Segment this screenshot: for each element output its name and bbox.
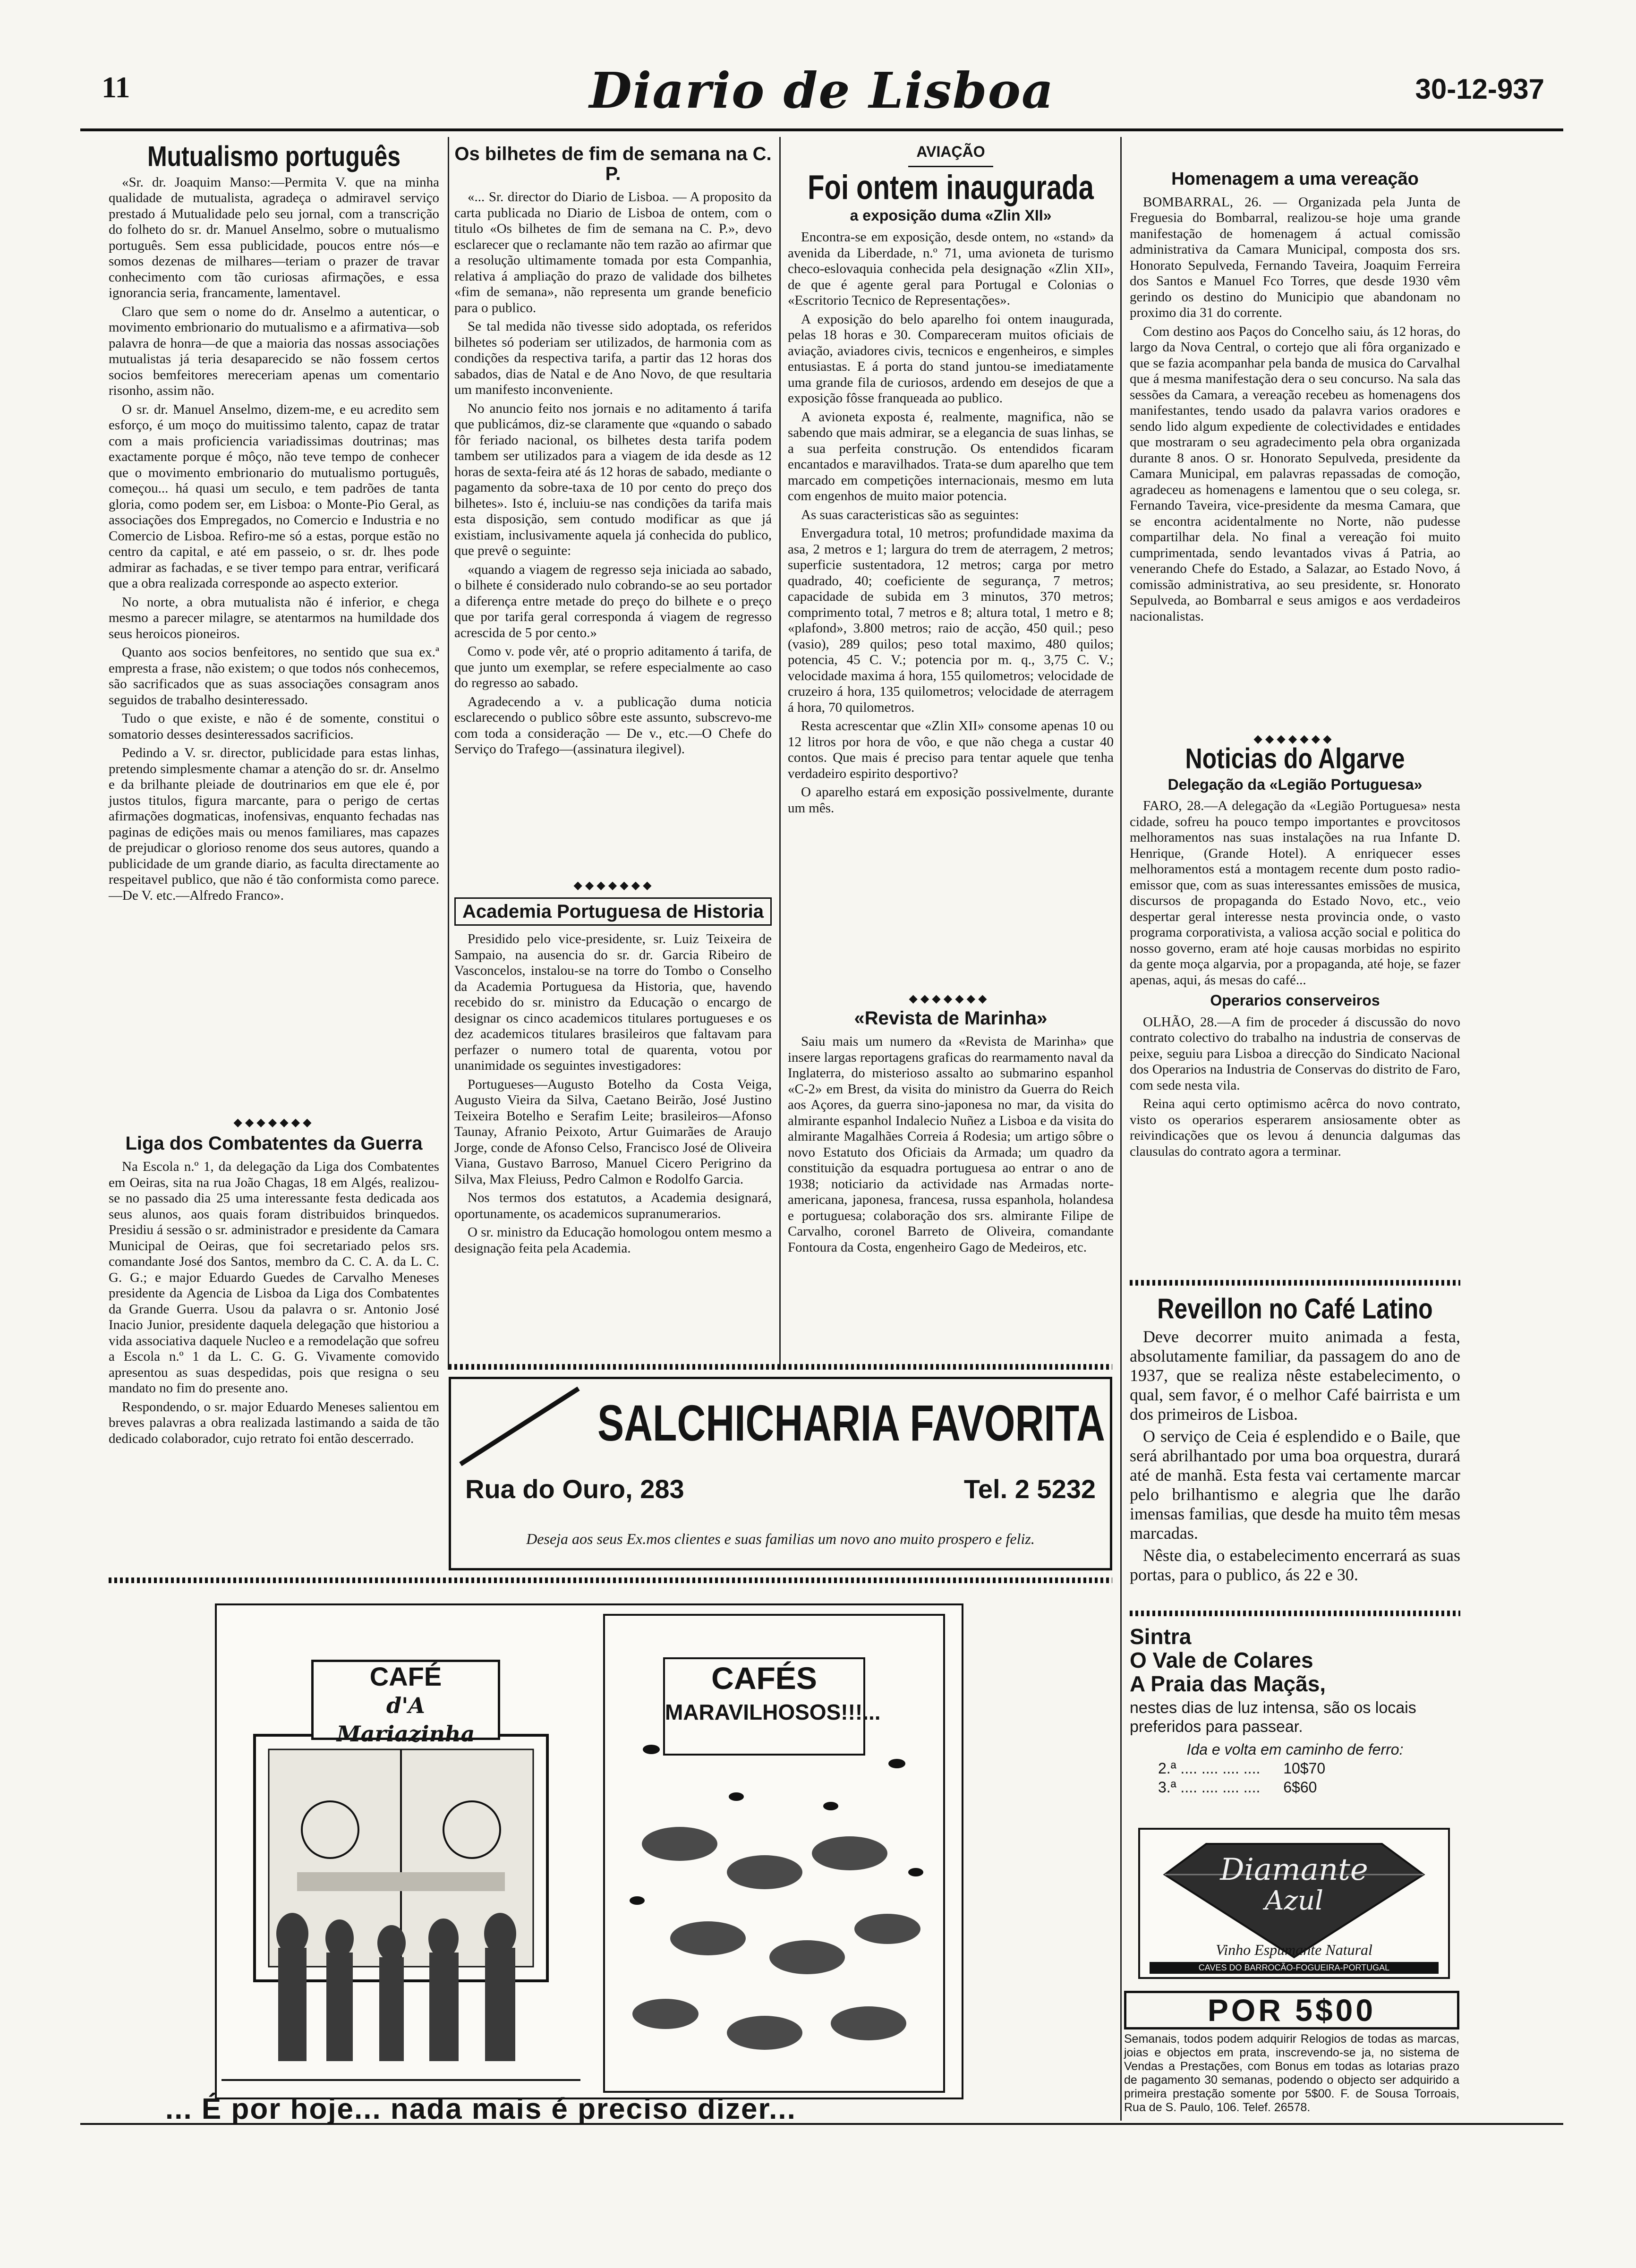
paragraph: Na Escola n.º 1, da delegação da Liga dos Combatentes em Oeiras, sita na rua João Chagas, 18 em Algés, realizou-se no passado dia 25 uma interessante festa dedicada aos seus alunos, aos quais foram distribuidos brinquedos. Presidiu á sessão o sr. administrador e presidente da Camara Municipal de Oeiras, que foi secretariado pelos srs. comandante José dos Santos, membro da C. C. A. da L. C. G. G.; e major Eduardo Guedes de Carvalho Meneses presidente da Agencia de Lisboa da Liga dos Combatentes da Grande Guerra. Usou da palavra o sr. Antonio José Inacio Junior, presidente daquela delegação que historiou a vida associativa daquele Nucleo e a remodelação que sofreu a Escola n.º 1 da L. C. G. G. Vivamente comovido apresentou as suas despedidas, pois que resigna o seu mandato no fim do presente ano.: [109, 1159, 439, 1396]
paragraph: Se tal medida não tivesse sido adoptada, os referidos bilhetes só poderiam ser utilizados, de harmonia com as condições da respectiva tarifa, a partir das 12 horas dos sabados, dias de Natal e de Ano Novo, de que resultaria um manifesto inconveniente.: [454, 319, 772, 397]
paragraph: As suas caracteristicas são as seguintes:: [801, 507, 1019, 522]
ad-diamante-azul: [1138, 1828, 1450, 1979]
paragraph: Portugueses—Augusto Botelho da Costa Veiga, Augusto Vieira da Silva, Caetano Beirão, José Justino Teixeira Botelho e Serafim Leite; brasileiros—Afonso Taunay, Afranio Peixoto, Artur Guimarães de Araujo Jorge, conde de Afonso Celso, Francisco José de Oliveira Viana, Gustavo Barroso, Manuel Cicero Perigrino da Silva, Max Fleiuss, Pedro Calmon e Rodolfo Garcia.: [454, 1076, 772, 1187]
headline: Reveillon no Café Latino: [1157, 1293, 1433, 1325]
divider-stripe: [1130, 1611, 1460, 1616]
paragraph: Com destino aos Paços do Concelho saiu, ás 12 horas, do largo da Nova Central, o cortejo que ali fôra organizado e que se fazia acompanhar pela banda de musica do Carvalhal que á mesma manifestação dera o seu concurso. Na sala das sessões da Camara, a vereação recebeu as homenagens dos manifestantes, tendo usado da palavra varios oradores e sendo lido algum expediente de colectividades e entidades que mostraram o seu agradecimento pela obra organizada durante 8 anos. O sr. Honorato Sepulveda, presidente da Camara Municipal, em palavras repassadas de comoção, agradeceu as homenagens e lamentou que o seu colega, sr. Fernando Taveira, vice-presidente da mesma Camara, que se encontra acidentalmente no Norte, não pudesse compartilhar dela. No final a vereação foi muito cumprimentada, sendo levantados vivas á Patria, ao venerando Chefe do Estado, a Salazar, ao Estado Novo, á comissão administrativa, ao seu presidente, sr. Honorato Sepulveda, ao Bombarral e seus amigos e aos verdadeiros nacionalistas.: [1130, 324, 1460, 624]
headline: Foi ontem inaugurada: [808, 168, 1094, 207]
paragraph: Saiu mais um numero da «Revista de Marinha» que insere largas reportagens graficas do rearmamento naval da Inglaterra, do misterioso assalto ao submarino espanhol «C-2» em Brest, da visita do ministro da Guerra do Reich aos Açores, da guerra sino-japonesa no mar, da visita do almirante espanhol Indalecio Nuñez a Lisboa e da visita do almirante Magalhães Correia á Rodesia; um artigo sôbre o novo Estatuto dos Oficiais da Armada; um quadro da constituição da esquadra portuguesa ao entrar o ano de 1938; noticiario da actividade nas Armadas norte-americana, japonesa, francesa, russa espanhola, holandesa e portuguesa; colaboração dos srs. almirante Filipe de Carvalho, coronel Barreto de Oliveira, comandante Fontoura da Costa, engenheiro Gago de Medeiros, etc.: [788, 1034, 1114, 1255]
ad-body: Semanais, todos podem adquirir Relogios de todas as marcas, joias e objectos em prata, inscrevendo-se ja, no sistema de Vendas a Prestações, com Bonus em todas as lotarias prazo de pagamento 30 semanas, podendo o objecto ser adquirido a primeira prestação somente por 5$00. F. de Sousa Torroais, Rua de S. Paulo, 106. Telef. 26578.: [1124, 2032, 1459, 2114]
sign-line: CAFÉS: [711, 1661, 817, 1696]
ornament-divider: ◆◆◆◆◆◆◆: [909, 993, 990, 1005]
ornament-divider: ◆◆◆◆◆◆◆: [573, 879, 655, 892]
page-bottom-rule: [80, 2123, 1563, 2125]
subheadline: a exposição duma «Zlin XII»: [850, 207, 1052, 224]
shop-phone: Tel. 2 5232: [963, 1474, 1096, 1504]
fare-price: 6$60: [1283, 1779, 1317, 1796]
issue-date: 30-12-937: [1415, 73, 1544, 105]
brand-line: Azul: [1265, 1885, 1323, 1916]
page-number: 11: [102, 70, 130, 104]
masthead: [80, 61, 1563, 128]
ad-cafes-illustration: [215, 1603, 963, 2099]
section-label: AVIAÇÃO: [916, 143, 985, 160]
headline: «Revista de Marinha»: [854, 1008, 1048, 1029]
column-divider: [448, 137, 449, 1370]
divider-stripe: [109, 1577, 1112, 1583]
paragraph: «Sr. dr. Joaquim Manso:—Permita V. que na minha qualidade de mutualista, agradeça o admiravel serviço prestado á Mutualidade pelo seu jornal, com a transcrição do folheto do sr. dr. Manuel Anselmo, sobre o mutualismo português. Sem essa publicidade, poucos entre nós—e somos dezenas de milhares—teriam o prazer de travar conhecimento com tão curiosas afirmações, e essa ignorancia seria, francamente, lamentavel.: [109, 174, 439, 300]
paragraph: «... Sr. director do Diario de Lisboa. — A proposito da carta publicada no Diario de Lisboa de ontem, com o titulo «Os bilhetes de fim de semana na C. P.», devo esclarecer que o reclamante não tem razão ao afirmar que a resolução ultimamente tomada por esta Companhia, relativa á ampliação do prazo de validade dos bilhetes «fim de semana», não representa um grande beneficio para o publico.: [454, 189, 772, 315]
paragraph: Tudo o que existe, e não é de somente, constitui o somatorio desses desinteressados sacrificios.: [109, 711, 439, 742]
article-bilhetes: [454, 144, 772, 871]
ad-body: nestes dias de luz intensa, são os locais preferidos para passear.: [1130, 1699, 1416, 1736]
cafe-sign: [663, 1657, 881, 1756]
column-divider: [1120, 137, 1122, 2121]
divider-stripe: [1130, 1280, 1460, 1286]
ad-route: Ida e volta em caminho de ferro:: [1186, 1741, 1404, 1758]
paragraph: Respondendo, o sr. major Eduardo Meneses salientou em breves palavras a obra realizada lastimando a saida de tão dedicado colaborador, cujo retrato foi então descerrado.: [109, 1399, 439, 1446]
paragraph: No norte, a obra mutualista não é inferior, e chega mesmo a parecer milagre, se atentarmos na humildade dos seus heroicos pioneiros.: [109, 594, 439, 641]
cafe-sign: [311, 1660, 500, 1747]
newspaper-title: Diario de Lisboa: [589, 61, 1055, 119]
headline: Mutualismo português: [147, 140, 401, 172]
divider-stripe: [449, 1364, 1112, 1370]
ad-relogios: [1124, 1991, 1459, 2114]
paragraph: FARO, 28.—A delegação da «Legião Portuguesa» nesta cidade, sofreu ha pouco tempo importantes e provcitosos melhoramentos nas suas instalações na rua Infante D. Henrique, (Grande Hotel). A enriquecer esses melhoramentos está a montagem recente dum posto radio-emissor que, com as suas interessantes emissões de musica, discursos de propaganda do Estado Novo, etc., veio despertar geral interesse nesta provincia onde, o vasto programa corporativista, a valiosa acção social e politica do nosso governo, eram até hoje causas morbidas no espirito da gente moça algarvia, por a propaganda, até hoje, se fazer apenas, aqui, ás mesas do café...: [1130, 798, 1460, 988]
product-line: Vinho Espumante Natural: [1216, 1941, 1372, 1958]
paragraph: O sr. ministro da Educação homologou ontem mesmo a designação feita pela Academia.: [454, 1225, 772, 1256]
article-homenagem: [1130, 170, 1460, 713]
paragraph: O aparelho estará em exposição possivelmente, durante um mês.: [788, 784, 1114, 816]
paragraph: «quando a viagem de regresso seja iniciada ao sabado, o bilhete é considerado nulo cobrando-se ao seu portador a diferença entre metade do preço do bilhete e o preço que por tarifa geral corresponda á viagem de regresso acrescida de 5 por cento.»: [454, 562, 772, 640]
article-aviacao: [788, 144, 1114, 980]
ad-tagline: ... É por hoje... nada mais é preciso dizer...: [165, 2093, 796, 2125]
paragraph: Agradecendo a v. a publicação duma noticia esclarecendo o publico sôbre este assunto, subscrevo-me com toda a consideração — De v., etc.—O Chefe do Serviço do Trafego—(assinatura ilegivel).: [454, 694, 772, 757]
maker-line: CAVES DO BARROCÃO-FOGUEIRA-PORTUGAL: [1150, 1962, 1439, 1974]
paragraph: Como v. pode vêr, até o proprio aditamento á tarifa, de que junto um exemplar, se refere especialmente ao caso do regresso ao sabado.: [454, 644, 772, 691]
subheadline: Operarios conserveiros: [1210, 992, 1380, 1009]
headline: Academia Portuguesa de Historia: [454, 897, 772, 926]
paragraph: Encontra-se em exposição, desde ontem, no «stand» da avenida da Liberdade, n.º 71, uma avioneta de turismo checo-eslovaquia conhecida pela designação «Zlin XII», de que é agente geral para Portugal e Colonias o «Escritorio Tecnico de Representações».: [788, 230, 1114, 308]
paragraph: Nêste dia, o estabelecimento encerrará as suas portas, para o publico, ás 22 e 30.: [1130, 1545, 1460, 1584]
headline: Liga dos Combatentes da Guerra: [125, 1133, 423, 1154]
fare-price: 10$70: [1283, 1760, 1326, 1777]
paragraph: Presidido pelo vice-presidente, sr. Luiz Teixeira de Sampaio, na ausencia do sr. dr. Garcia Ribeiro de Vasconcelos, instalou-se na torre do Tombo o Conselho da Academia Portuguesa da Historia, que, havendo recebido do sr. ministro da Educação o encargo de designar os cinco academicos titulares portugueses e os dez academicos titulares brasileiros que faltavam para perfazer o numero total de quarenta, votou por unanimidade os seguintes investigadores:: [454, 931, 772, 1073]
paragraph: No anuncio feito nos jornais e no aditamento á tarifa que publicámos, diz-se claramente que «quando o sabado fôr feriado nacional, os bilhetes desta tarifa podem tambem ser utilizados para a viagem de ida desde as 12 horas de sexta-feira até ás 12 horas de sabado, mediante o pagamento da sobre-taxa de 10 por cento do preço dos bilhetes». Isto é, incluiu-se nas condições da tarifa mais esta disposição, sem contudo modificar as que já existiam, inclusivamente aquela já conhecida do publico, que prevê o seguinte:: [454, 401, 772, 558]
ad-sintra: [1130, 1625, 1460, 1818]
headline: Homenagem a uma vereação: [1171, 169, 1419, 189]
paragraph: Resta acrescentar que «Zlin XII» consome apenas 10 ou 12 litros por hora de vôo, e que não chega a custar 40 contos. Que mais é preciso para tentar aquele que tenha verdadeiro espirito desportivo?: [788, 718, 1114, 781]
paragraph: Deve decorrer muito animada a festa, absolutamente familiar, da passagem do ano de 1937, que se realiza nêste estabelecimento, o qual, sem favor, é o melhor Café bairrista e um dos primeiros de Lisboa.: [1130, 1327, 1460, 1424]
masthead-rule: [80, 128, 1563, 131]
ad-salchicharia: [449, 1377, 1112, 1570]
article-marinha: [788, 1008, 1114, 1353]
paragraph: Nos termos dos estatutos, a Academia designará, oportunamente, os academicos supranumerarios.: [454, 1190, 772, 1221]
shop-address: Rua do Ouro, 283: [465, 1474, 684, 1504]
fare-row: [1158, 1778, 1460, 1797]
paragraph: O sr. dr. Manuel Anselmo, dizem-me, e eu acredito sem esforço, é um moço do muitissimo talento, capaz de tratar com a mais proficiencia variadissimas doutrinas; mas exactamente porque é môço, não teve tempo de conhecer que o movimento embrionario do mutualismo português, começou... há quasi um seculo, e tem padrões de tanta gloria, como podem ser, em Lisboa: o Monte-Pio Geral, as associações dos Empregados, no Comercio e Industria e no Comercio de Lisboa. Refiro-me só a estas, porque estão no centro da capital, e até em passeio, o sr. dr. lhes pode admirar as fachadas, e se tiver tempo para entrar, verificará que a obra realizada corresponde ao aspecto exterior.: [109, 401, 439, 591]
brand-line: Diamante: [1220, 1852, 1368, 1887]
diagonal-rule-icon: [451, 1379, 593, 1469]
ad-line: O Vale de Colares: [1130, 1648, 1313, 1672]
column-divider: [779, 137, 781, 1370]
paragraph: A exposição do belo aparelho foi ontem inaugurada, pelas 18 horas e 30. Compareceram muitos oficiais de aviação, aviadores civis, tecnicos e engenheiros, e simples entusiastas. E á porta do stand juntou-se imediatamente uma grande fila de curiosos, ardendo em desejos de que a exposição fôsse franqueada ao publico.: [788, 311, 1114, 406]
article-mutualismo: [109, 140, 439, 1103]
headline: Os bilhetes de fim de semana na C. P.: [454, 144, 772, 184]
paragraph: Envergadura total, 10 metros; profundidade maxima da asa, 2 metros e 1; largura do trem de aterragem, 2 metros; superficie sustentadora, 12 metros; carga por metro quadrado, 40; coeficiente de segurança, 7 metros; capacidade de subida em 3 minutos, 370 metros; comprimento total, 7 metros e 8; altura total, 1 metro e 8; «plafond», 3.800 metros; raio de acção, 450 quil.; peso (vasio), 289 quilos; peso total maximo, 480 quilos; potencia, 45 C. V.; potencia por m. q., 3,75 C. V.; velocidade maxima á hora, 155 quilometros; velocidade de cruzeiro á hora, 135 quilometros; velocidade de aterragem á hora, 70 quilometros.: [788, 526, 1114, 715]
paragraph: Pedindo a V. sr. director, publicidade para estas linhas, pretendo simplesmente chamar a atenção do sr. dr. Anselmo e da brilhante pleiade de doutrinarios em que ele é, por justos titulos, figura marcante, para o perigo de certas afirmações dogmaticas, inofensivas, enquanto fechadas nas paginas de edições mais ou menos familiares, mas capazes de prejudicar o glorioso renome dos seus autores, quando a publicidade de um grande diario, as faculta directamente ao respeitavel publico, que não é tão conformista como parece.—De V. etc.—Alfredo Franco».: [109, 745, 439, 903]
section-rule: [908, 166, 993, 167]
ornament-divider: ◆◆◆◆◆◆◆: [1253, 733, 1335, 745]
paragraph: OLHÃO, 28.—A fim de proceder á discussão do novo contrato colectivo do trabalho na industria de conservas de peixe, seguiu para Lisboa a direcção do Sindicato Nacional dos Operarios na Industria de Conservas do distrito de Faro, com sede nesta vila.: [1130, 1014, 1460, 1093]
ornament-divider: ◆◆◆◆◆◆◆: [233, 1117, 315, 1129]
article-algarve: [1130, 742, 1460, 1280]
fare-class: 2.ª .... .... .... ....: [1158, 1760, 1261, 1777]
paragraph: O serviço de Ceia é esplendido e o Baile, que será abrilhantado por uma boa orquestra, durará até de manhã. Esta festa vai certamente marcar pelo brilhantismo e alegria que lhe darão imensas familias, que desde ha muito têm mesas marcadas.: [1130, 1426, 1460, 1543]
article-liga: [109, 1133, 439, 1446]
fare-row: [1158, 1759, 1460, 1778]
ad-line: A Praia das Maçãs,: [1130, 1671, 1326, 1696]
subheadline: Delegação da «Legião Portuguesa»: [1167, 776, 1423, 793]
sign-line: MARAVILHOSOS!!!...: [665, 1700, 881, 1724]
headline: Noticias do Algarve: [1185, 742, 1405, 775]
paragraph: Quanto aos socios benfeitores, no sentido que sua ex.ª empresta a frase, não existem; o que todos nós conhecemos, são sacrificados que as suas associações consagram anos seguidos de trabalho desinteressado.: [109, 645, 439, 708]
greeting: Deseja aos seus Ex.mos clientes e suas familias um novo ano muito prospero e feliz.: [526, 1530, 1035, 1547]
paragraph: A avioneta exposta é, realmente, magnifica, não se sabendo que mais admirar, se a elegancia de suas linhas, se a sua perfeita construção. Os entendidos ficaram encantados e maravilhados. Trata-se dum aparelho que tem marcado em competições internacionais, mesmo em luta com engenhos de muito maior potencia.: [788, 409, 1114, 504]
headline: POR 5$00: [1124, 1991, 1459, 2029]
ad-line: Sintra: [1130, 1624, 1192, 1649]
paragraph: Reina aqui certo optimismo acêrca do novo contrato, visto os operarios esperarem ansiosamente obter as reivindicações que os levou á denuncia dalgumas das clausulas do contrato agora a terminar.: [1130, 1096, 1460, 1159]
sign-line: CAFÉ: [369, 1662, 442, 1691]
paragraph: Claro que sem o nome do dr. Anselmo a autenticar, o movimento embrionario do mutualismo e a afirmativa—sob palavra de honra—de que a maioria das nossas associações mutualistas já teria desaparecido se não fossem certos socios bemfeitores mereceriam apenas um comentario risonho, assim não.: [109, 304, 439, 398]
sign-line: d'A Mariazinha: [336, 1693, 475, 1747]
article-academia: [454, 897, 772, 1351]
fare-class: 3.ª .... .... .... ....: [1158, 1779, 1261, 1796]
shop-name: SALCHICHARIA FAVORITA: [597, 1394, 1105, 1451]
article-reveillon: [1130, 1293, 1460, 1603]
paragraph: BOMBARRAL, 26. — Organizada pela Junta de Freguesia do Bombarral, realizou-se hoje uma grande manifestação de homenagem á actual comissão administrativa da Camara Municipal, composta dos srs. Honorato Sepulveda, Fernando Taveira, Joaquim Ferreira dos Santos e Manuel Fco Torres, que desde 1930 vêm gerindo os destino do Municipio que abandonam no proximo dia 31 do corrente.: [1130, 194, 1460, 321]
